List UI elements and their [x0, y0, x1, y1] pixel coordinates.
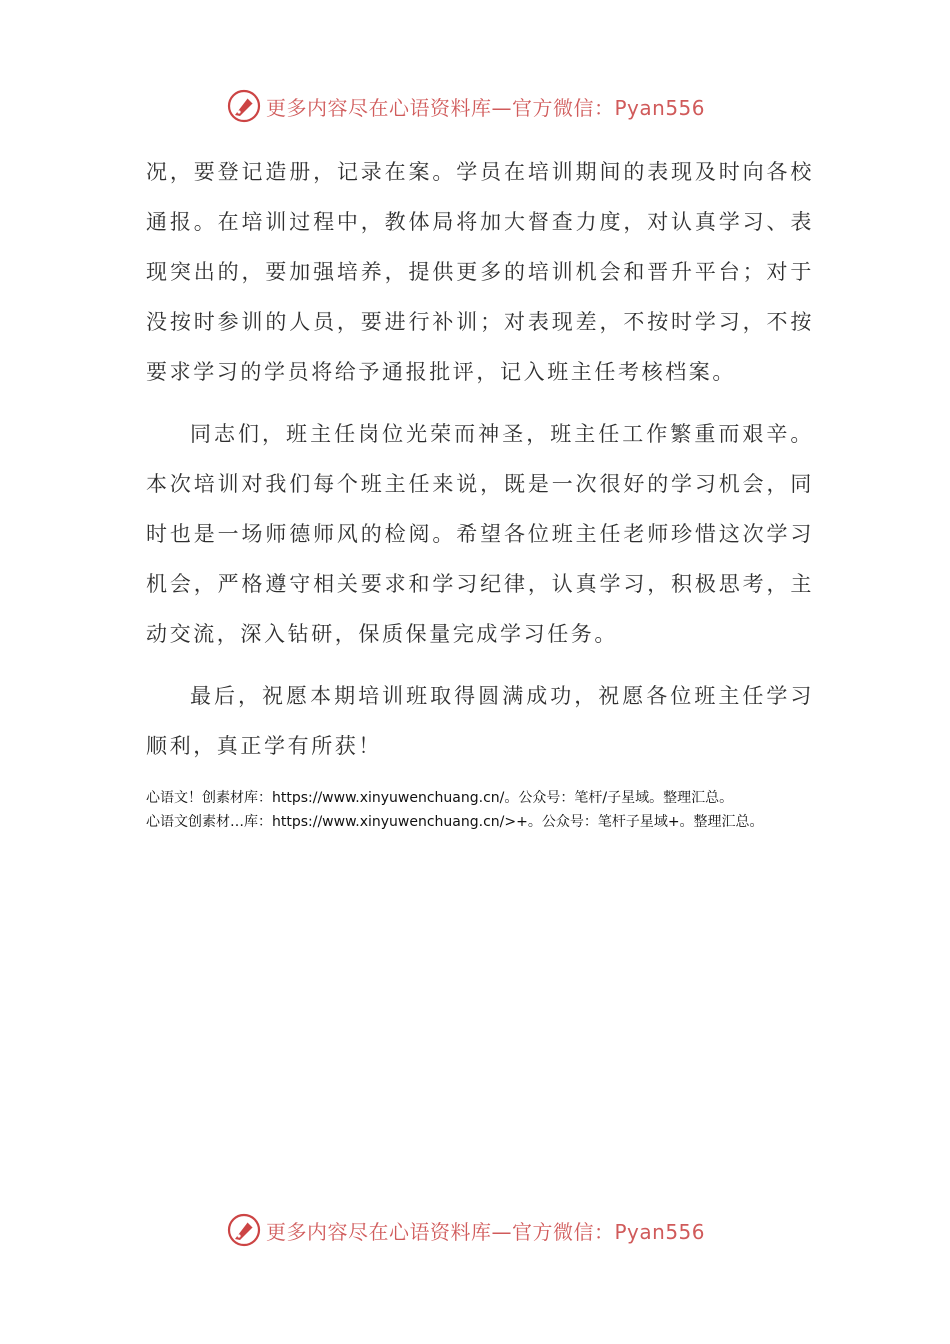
header-banner — [0, 84, 950, 128]
source-note-line: 心语文！创素材库：https://www.xinyuwenchuang.cn/。公众号：笔杆/子星域。整理汇总。 — [146, 790, 734, 806]
body-paragraph: 况，要登记造册，记录在案。学员在培训期间的表现及时向各校通报。在培训过程中，教体局将加大督查力度，对认真学习、表现突出的，要加强培养，提供更多的培训机会和晋升平台；对于没按时参训的人员，要进行补训；对表现差，不按时学习，不按要求学习的学员将给予通报批评，记入班主任考核档案。 — [146, 160, 814, 384]
header-banner-text: 更多内容尽在心语资料库—官方微信：Pyan556 — [266, 95, 706, 120]
footer-banner — [0, 1208, 950, 1252]
footer-banner-text: 更多内容尽在心语资料库—官方微信：Pyan556 — [266, 1219, 706, 1244]
pen-nib-logo-icon — [226, 88, 262, 124]
pen-nib-logo-icon — [226, 1212, 262, 1248]
source-notes — [146, 786, 846, 834]
body-paragraph: 最后，祝愿本期培训班取得圆满成功，祝愿各位班主任学习顺利，真正学有所获！ — [146, 684, 814, 758]
source-note-line: 心语文创素材…库：https://www.xinyuwenchuang.cn/>+。公众号：笔杆子星域+。整理汇总。 — [146, 814, 764, 830]
body-paragraph: 同志们，班主任岗位光荣而神圣，班主任工作繁重而艰辛。本次培训对我们每个班主任来说，既是一次很好的学习机会，同时也是一场师德师风的检阅。希望各位班主任老师珍惜这次学习机会，严格遵守相关要求和学习纪律，认真学习，积极思考，主动交流，深入钻研，保质保量完成学习任务。 — [146, 422, 814, 646]
document-body — [146, 147, 814, 771]
